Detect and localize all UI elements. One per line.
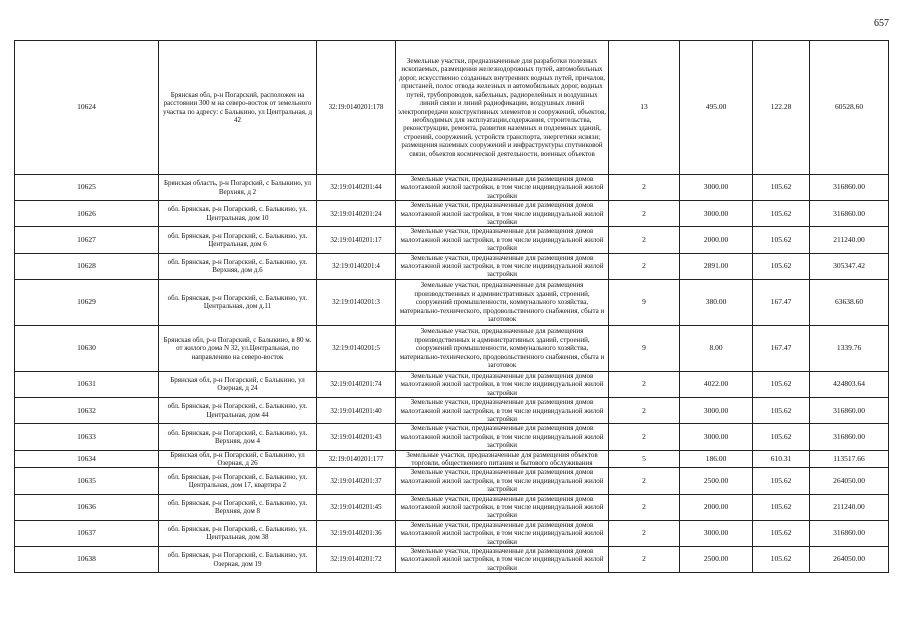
group-cell: 2 xyxy=(609,468,680,494)
cadastral-number-cell: 32:19:0140201:17 xyxy=(317,227,396,253)
cadastral-value-cell: 113517.66 xyxy=(810,450,889,468)
table-row xyxy=(15,520,889,546)
group-cell: 2 xyxy=(609,547,680,573)
rate-cell: 105.62 xyxy=(753,253,810,279)
row-number: 10637 xyxy=(15,520,159,546)
cadastral-number-cell: 32:19:0140201:24 xyxy=(317,201,396,227)
address-cell: Брянская обл, р-н Погарский, с Балыкино, ул Озерная, д 26 xyxy=(159,450,317,468)
cadastral-number-cell: 32:19:0140201:72 xyxy=(317,547,396,573)
land-use-cell: Земельные участки, предназначенные для размещения домов малоэтажной жилой застройки, в том числе индивидуальной жилой застройки xyxy=(396,424,609,450)
table-row xyxy=(15,175,889,201)
cadastral-value-cell: 60528.60 xyxy=(810,41,889,175)
row-number: 10630 xyxy=(15,325,159,371)
cadastral-number-cell: 32:19:0140201:177 xyxy=(317,450,396,468)
cadastral-value-cell: 1339.76 xyxy=(810,325,889,371)
land-use-cell: Земельные участки, предназначенные для разработки полезных ископаемых, размещения железнодорожных путей, автомобильных дорог, искусственно созданных внутренних водных путей, причалов, пристаней, полос отвода железных и автомобильных дорог, водных путей, трубопроводов, кабельных, радиорелейных и воздушных линий связи и линий радиофикации, воздушных линий электропередачи конструктивных элементов и сооружений, объектов, необходимых для эксплуатации,содержания, строительства, реконструкции, ремонта, развития наземных и подземных зданий, строений, сооружений, устройств транспорта, энергетики исвязи; размещения наземных сооружений и инфраструктуры спутниковой связи, объектов космической деятельности, военных объектов xyxy=(396,41,609,175)
cadastral-number-cell: 32:19:0140201:74 xyxy=(317,371,396,397)
area-cell: 3000.00 xyxy=(680,175,753,201)
address-cell: Брянская обл, р-н Погарский, с Балыкино, в 80 м. от жилого дома N 32, ул.Центральная, по направлению на северо-восток xyxy=(159,325,317,371)
address-cell: обл. Брянская, р-н Погарский, с. Балыкино, ул. Верхняя, дом 8 xyxy=(159,494,317,520)
row-number: 10628 xyxy=(15,253,159,279)
cadastral-value-cell: 305347.42 xyxy=(810,253,889,279)
address-cell: Брянская обл, р-н Погарский, расположен на расстоянии 300 м на северо-восток от земельного участка по адресу: с Балыкино, ул Центральная, д 42 xyxy=(159,41,317,175)
table-row xyxy=(15,450,889,468)
group-cell: 2 xyxy=(609,520,680,546)
table-row xyxy=(15,371,889,397)
row-number: 10629 xyxy=(15,279,159,325)
table-row xyxy=(15,41,889,175)
row-number: 10633 xyxy=(15,424,159,450)
table-row xyxy=(15,398,889,424)
group-cell: 2 xyxy=(609,175,680,201)
land-use-cell: Земельные участки, предназначенные для размещения домов малоэтажной жилой застройки, в том числе индивидуальной жилой застройки xyxy=(396,468,609,494)
area-cell: 2500.00 xyxy=(680,547,753,573)
page-number: 657 xyxy=(874,18,889,29)
table-row xyxy=(15,227,889,253)
rate-cell: 105.62 xyxy=(753,520,810,546)
rate-cell: 122.28 xyxy=(753,41,810,175)
cadastral-number-cell: 32:19:0140201:4 xyxy=(317,253,396,279)
area-cell: 2891.00 xyxy=(680,253,753,279)
land-use-cell: Земельные участки, предназначенные для размещения объектов торговли, общественного питания и бытового обслуживания xyxy=(396,450,609,468)
cadastral-number-cell: 32:19:0140201:3 xyxy=(317,279,396,325)
cadastral-number-cell: 32:19:0140201:45 xyxy=(317,494,396,520)
land-use-cell: Земельные участки, предназначенные для размещения домов малоэтажной жилой застройки, в том числе индивидуальной жилой застройки xyxy=(396,201,609,227)
area-cell: 495.00 xyxy=(680,41,753,175)
table-row xyxy=(15,279,889,325)
row-number: 10638 xyxy=(15,547,159,573)
table-body xyxy=(15,41,889,573)
table-row xyxy=(15,325,889,371)
cadastral-value-cell: 316860.00 xyxy=(810,424,889,450)
group-cell: 9 xyxy=(609,279,680,325)
rate-cell: 105.62 xyxy=(753,371,810,397)
land-use-cell: Земельные участки, предназначенные для размещения производственных и административных зданий, строений, сооружений промышленности, коммунального хозяйства, материально-технического, продовольственного снабжения, сбыта и заготовок xyxy=(396,325,609,371)
address-cell: Брянская обл, р-н Погарский, с Балыкино, ул Озерная, д 24 xyxy=(159,371,317,397)
cadastral-value-cell: 316860.00 xyxy=(810,520,889,546)
land-use-cell: Земельные участки, предназначенные для размещения домов малоэтажной жилой застройки, в том числе индивидуальной жилой застройки xyxy=(396,520,609,546)
cadastral-number-cell: 32:19:0140201:40 xyxy=(317,398,396,424)
group-cell: 2 xyxy=(609,398,680,424)
address-cell: обл. Брянская, р-н Погарский, с. Балыкино, ул. Верхняя, дом д.6 xyxy=(159,253,317,279)
row-number: 10625 xyxy=(15,175,159,201)
table-row xyxy=(15,468,889,494)
area-cell: 380.00 xyxy=(680,279,753,325)
row-number: 10624 xyxy=(15,41,159,175)
rate-cell: 105.62 xyxy=(753,547,810,573)
rate-cell: 105.62 xyxy=(753,398,810,424)
row-number: 10634 xyxy=(15,450,159,468)
table-row xyxy=(15,424,889,450)
rate-cell: 105.62 xyxy=(753,494,810,520)
cadastral-value-cell: 264050.00 xyxy=(810,468,889,494)
row-number: 10632 xyxy=(15,398,159,424)
address-cell: обл. Брянская, р-н Погарский, с. Балыкино, ул. Центральная, дом д.11 xyxy=(159,279,317,325)
land-use-cell: Земельные участки, предназначенные для размещения домов малоэтажной жилой застройки, в том числе индивидуальной жилой застройки xyxy=(396,494,609,520)
row-number: 10627 xyxy=(15,227,159,253)
rate-cell: 105.62 xyxy=(753,424,810,450)
rate-cell: 105.62 xyxy=(753,201,810,227)
land-use-cell: Земельные участки, предназначенные для размещения домов малоэтажной жилой застройки, в том числе индивидуальной жилой застройки xyxy=(396,398,609,424)
group-cell: 2 xyxy=(609,227,680,253)
land-use-cell: Земельные участки, предназначенные для размещения домов малоэтажной жилой застройки, в том числе индивидуальной жилой застройки xyxy=(396,547,609,573)
land-use-cell: Земельные участки, предназначенные для размещения домов малоэтажной жилой застройки, в том числе индивидуальной жилой застройки xyxy=(396,253,609,279)
cadastral-value-cell: 316860.00 xyxy=(810,398,889,424)
cadastral-number-cell: 32:19:0140201:44 xyxy=(317,175,396,201)
area-cell: 3000.00 xyxy=(680,424,753,450)
land-use-cell: Земельные участки, предназначенные для размещения производственных и административных зданий, строений, сооружений промышленности, коммунального хозяйства, материально-технического, продовольственного снабжения, сбыта и заготовок xyxy=(396,279,609,325)
land-use-cell: Земельные участки, предназначенные для размещения домов малоэтажной жилой застройки, в том числе индивидуальной жилой застройки xyxy=(396,371,609,397)
address-cell: обл. Брянская, р-н Погарский, с. Балыкино, ул. Центральная, дом 10 xyxy=(159,201,317,227)
cadastral-value-cell: 63638.60 xyxy=(810,279,889,325)
cadastral-number-cell: 32:19:0140201:36 xyxy=(317,520,396,546)
group-cell: 2 xyxy=(609,494,680,520)
rate-cell: 105.62 xyxy=(753,175,810,201)
area-cell: 186.00 xyxy=(680,450,753,468)
address-cell: обл. Брянская, р-н Погарский, с. Балыкино, ул. Центральная, дом 17, квартира 2 xyxy=(159,468,317,494)
cadastral-value-cell: 316860.00 xyxy=(810,201,889,227)
rate-cell: 105.62 xyxy=(753,227,810,253)
area-cell: 2000.00 xyxy=(680,227,753,253)
address-cell: обл. Брянская, р-н Погарский, с. Балыкино, ул. Верхняя, дом 4 xyxy=(159,424,317,450)
table-row xyxy=(15,494,889,520)
area-cell: 3000.00 xyxy=(680,201,753,227)
group-cell: 2 xyxy=(609,371,680,397)
table-row xyxy=(15,253,889,279)
group-cell: 9 xyxy=(609,325,680,371)
area-cell: 3000.00 xyxy=(680,398,753,424)
row-number: 10635 xyxy=(15,468,159,494)
area-cell: 3000.00 xyxy=(680,520,753,546)
address-cell: Брянская область, р-н Погарский, с Балыкино, ул Верхняя, д 2 xyxy=(159,175,317,201)
row-number: 10636 xyxy=(15,494,159,520)
address-cell: обл. Брянская, р-н Погарский, с. Балыкино, ул. Озерная, дом 19 xyxy=(159,547,317,573)
address-cell: обл. Брянская, р-н Погарский, с. Балыкино, ул. Центральная, дом 6 xyxy=(159,227,317,253)
rate-cell: 610.31 xyxy=(753,450,810,468)
table-row xyxy=(15,547,889,573)
cadastral-value-cell: 211240.00 xyxy=(810,227,889,253)
cadastral-value-table xyxy=(14,40,889,573)
rate-cell: 167.47 xyxy=(753,325,810,371)
address-cell: обл. Брянская, р-н Погарский, с. Балыкино, ул. Центральная, дом 44 xyxy=(159,398,317,424)
cadastral-value-cell: 316860.00 xyxy=(810,175,889,201)
group-cell: 2 xyxy=(609,201,680,227)
rate-cell: 167.47 xyxy=(753,279,810,325)
cadastral-value-cell: 211240.00 xyxy=(810,494,889,520)
area-cell: 8.00 xyxy=(680,325,753,371)
cadastral-number-cell: 32:19:0140201:5 xyxy=(317,325,396,371)
group-cell: 2 xyxy=(609,424,680,450)
rate-cell: 105.62 xyxy=(753,468,810,494)
cadastral-value-cell: 424803.64 xyxy=(810,371,889,397)
land-use-cell: Земельные участки, предназначенные для размещения домов малоэтажной жилой застройки, в том числе индивидуальной жилой застройки xyxy=(396,175,609,201)
group-cell: 13 xyxy=(609,41,680,175)
cadastral-number-cell: 32:19:0140201:178 xyxy=(317,41,396,175)
cadastral-number-cell: 32:19:0140201:37 xyxy=(317,468,396,494)
table-row xyxy=(15,201,889,227)
group-cell: 2 xyxy=(609,253,680,279)
area-cell: 4022.00 xyxy=(680,371,753,397)
row-number: 10631 xyxy=(15,371,159,397)
row-number: 10626 xyxy=(15,201,159,227)
group-cell: 5 xyxy=(609,450,680,468)
area-cell: 2000.00 xyxy=(680,494,753,520)
cadastral-value-cell: 264050.00 xyxy=(810,547,889,573)
address-cell: обл. Брянская, р-н Погарский, с. Балыкино, ул. Центральная, дом 38 xyxy=(159,520,317,546)
cadastral-number-cell: 32:19:0140201:43 xyxy=(317,424,396,450)
land-use-cell: Земельные участки, предназначенные для размещения домов малоэтажной жилой застройки, в том числе индивидуальной жилой застройки xyxy=(396,227,609,253)
area-cell: 2500.00 xyxy=(680,468,753,494)
